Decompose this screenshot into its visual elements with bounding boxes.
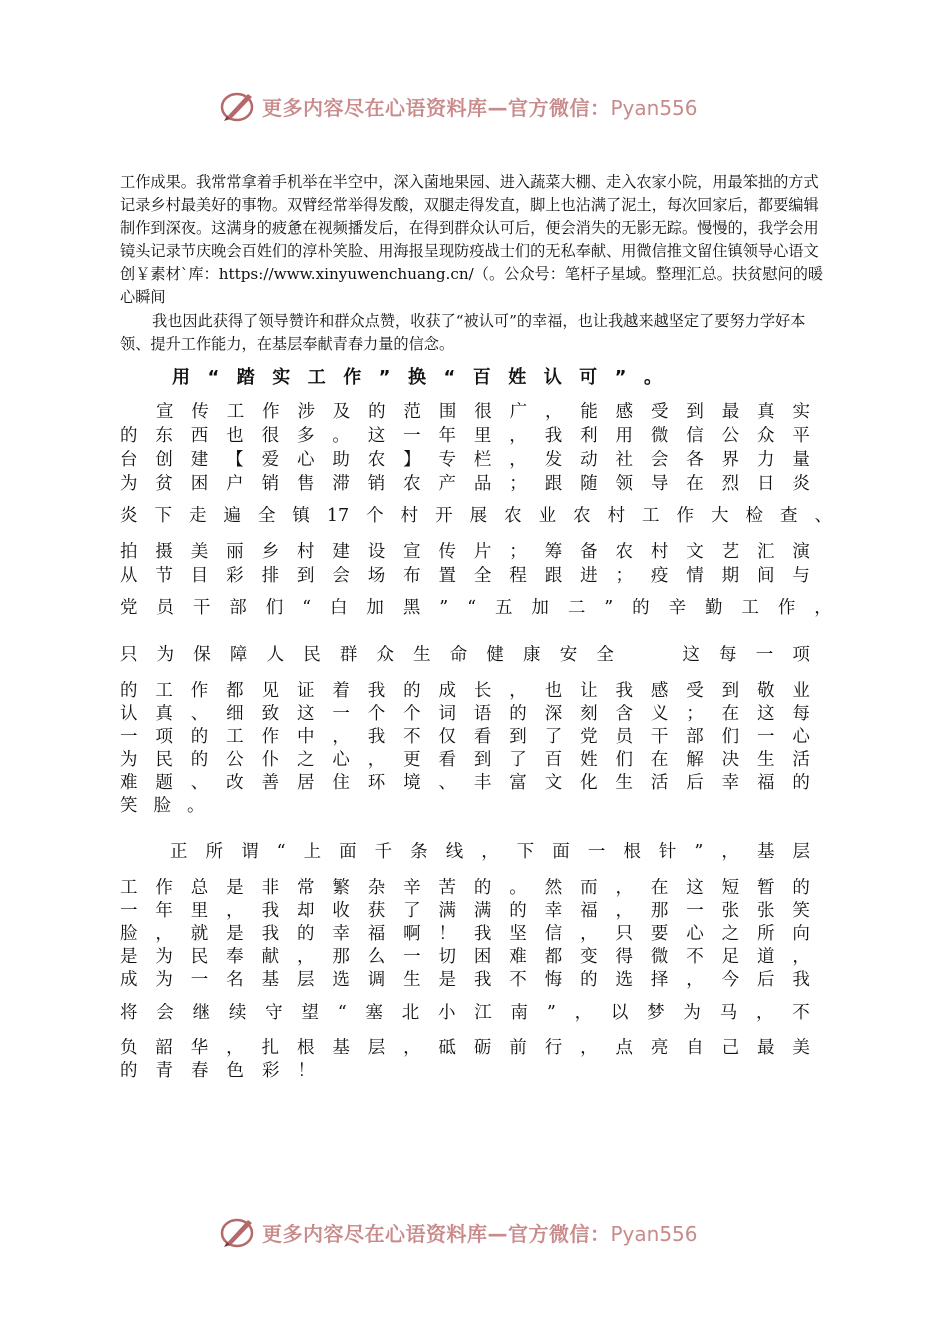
text-line: 炎 下 走 遍 全 镇 17 个 村 开 展 农 业 农 村 工 作 大 检 查 、 <box>120 506 832 526</box>
text-line: 认 真 、 细 致 这 一 个 个 词 语 的 深 刻 含 义 ； 在 这 每 <box>120 704 810 724</box>
text-line: 台 创 建 【 爱 心 助 农 】 专 栏 ， 发 动 社 会 各 界 力 量 <box>120 450 810 470</box>
text-line: 难 题 、 改 善 居 住 环 境 、 丰 富 文 化 生 活 后 幸 福 的 <box>120 773 810 793</box>
banner-text <box>262 1218 698 1247</box>
text-line: 从 节 目 彩 排 到 会 场 布 置 全 程 跟 进 ； 疫 情 期 间 与 <box>120 566 810 586</box>
text-line: 的 青 春 色 彩 ！ <box>120 1061 315 1081</box>
header-watermark-banner <box>0 84 950 128</box>
text-line: 宣 传 工 作 涉 及 的 范 围 很 广 ， 能 感 受 到 最 真 实 <box>156 402 810 422</box>
text-line: 笑 脸 。 <box>120 796 205 816</box>
banner-text <box>262 92 698 121</box>
banner-wechat-id: Pyan556 <box>610 1222 698 1246</box>
text-line: 为 民 的 公 仆 之 心 ， 更 看 到 了 百 姓 们 在 解 决 生 活 <box>120 750 810 770</box>
text-line: 负 韶 华 ， 扎 根 基 层 ， 砥 砺 前 行 ， 点 亮 自 己 最 美 <box>120 1038 810 1058</box>
banner-label: 更多内容尽在心语资料库—官方微信： <box>262 1222 611 1246</box>
pen-logo-icon <box>218 88 258 124</box>
text-line: 正 所 谓 “ 上 面 千 条 线 ， 下 面 一 根 针 ” ， 基 层 <box>170 842 810 862</box>
text-line: 的 东 西 也 很 多 。 这 一 年 里 ， 我 利 用 微 信 公 众 平 <box>120 426 810 446</box>
text-line: 是 为 民 奉 献 ， 那 么 一 切 困 难 都 变 得 微 不 足 道 ， <box>120 947 810 967</box>
text-line: 只 为 保 障 人 民 群 众 生 命 健 康 安 全 这 每 一 项 <box>120 645 810 665</box>
text-line: 成 为 一 名 基 层 选 调 生 是 我 不 悔 的 选 择 ， 今 后 我 <box>120 970 810 990</box>
text-line: 的 工 作 都 见 证 着 我 的 成 长 ， 也 让 我 感 受 到 敬 业 <box>120 681 810 701</box>
section-heading: 用 “ 踏 实 工 作 ” 换 “ 百 姓 认 可 ” 。 <box>172 367 662 388</box>
footer-watermark-banner <box>0 1210 950 1254</box>
text-line: 拍 摄 美 丽 乡 村 建 设 宣 传 片 ； 筹 备 农 村 文 艺 汇 演 <box>120 542 810 562</box>
banner-wechat-id: Pyan556 <box>610 96 698 120</box>
text-line: 一 项 的 工 作 中 ， 我 不 仅 看 到 了 党 员 干 部 们 一 心 <box>120 727 810 747</box>
text-line: 脸 ， 就 是 我 的 幸 福 啊 ！ 我 坚 信 ， 只 要 心 之 所 向 <box>120 924 810 944</box>
text-line: 一 年 里 ， 我 却 收 获 了 满 满 的 幸 福 ， 那 一 张 张 笑 <box>120 901 810 921</box>
text-line: 党 员 干 部 们 “ 白 加 黑 ” “ 五 加 二 ” 的 辛 勤 工 作 ， <box>120 598 832 618</box>
body-paragraph-1: 工作成果。我常常拿着手机举在半空中，深入菌地果园、进入蔬菜大棚、走入农家小院，用最笨拙的方式记录乡村最美好的事物。双臂经常举得发酸，双腿走得发直，脚上也沾满了泥土，每次回家后，都要编辑制作到深夜。这满身的疲惫在视频播发后，在得到群众认可后，便会消失的无影无踪。慢慢的，我学会用镜头记录节庆晚会百姓们的淳朴笑脸、用海报呈现防疫战士们的无私奉献、用微信推文留住镇领导心语文创￥素材`库：https://www.xinyuwenchuang.cn/（。公众号：笔杆子星域。整理汇总。扶贫慰问的暖心瞬间 <box>120 173 824 306</box>
pen-logo-icon <box>218 1214 258 1250</box>
body-paragraph-2: 我也因此获得了领导赞许和群众点赞，收获了“被认可”的幸福，也让我越来越坚定了要努力学好本领、提升工作能力，在基层奉献青春力量的信念。 <box>120 312 806 353</box>
text-line: 将 会 继 续 守 望 “ 塞 北 小 江 南 ” ， 以 梦 为 马 ， 不 <box>120 1003 810 1023</box>
text-line: 为 贫 困 户 销 售 滞 销 农 产 品 ； 跟 随 领 导 在 烈 日 炎 <box>120 474 810 494</box>
banner-label: 更多内容尽在心语资料库—官方微信： <box>262 96 611 120</box>
text-line: 工 作 总 是 非 常 繁 杂 辛 苦 的 。 然 而 ， 在 这 短 暂 的 <box>120 878 810 898</box>
